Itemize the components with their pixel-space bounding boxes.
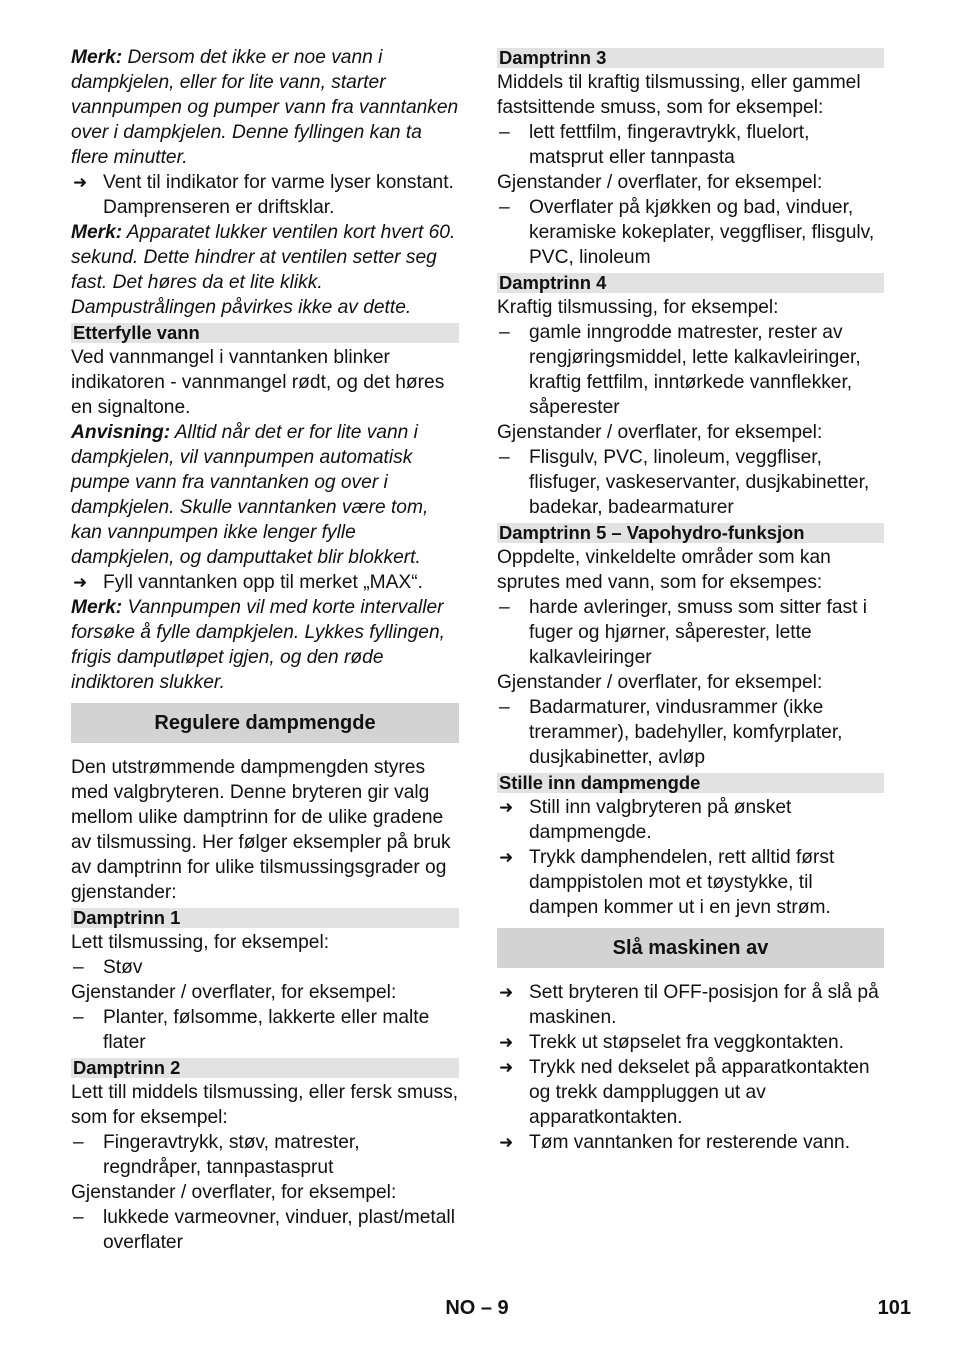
step-switch-off: ➜ Sett bryteren til OFF-posisjon for å slå på maskinen.	[497, 980, 884, 1030]
level-1-objects: Gjenstander / overflater, for eksempel:	[71, 982, 397, 1003]
list-item: – Flisgulv, PVC, linoleum, veggfliser, flisfuger, vaskeservanter, dusjkabinetter, badekar, badearmaturer	[497, 445, 884, 520]
level-2-intro: Lett till middels tilsmussing, eller fersk smuss, som for eksempel:	[71, 1082, 459, 1128]
note-anvisning: Anvisning: Alltid når det er for lite vann i dampkjelen, vil vannpumpen automatisk pumpe vann fra vanntanken og over i dampkjelen. Skulle vanntanken være tom, kan vannpumpen ikke lenger fylle dampkjelen, og damputtaket blir blokkert.	[71, 422, 429, 568]
subheading-set-steam-amount: Stille inn dampmengde	[497, 773, 884, 793]
subheading-steam-level-1: Damptrinn 1	[71, 908, 459, 928]
list-item: – Fingeravtrykk, støv, matrester, regndråper, tannpastasprut	[71, 1130, 459, 1180]
level-5-intro: Oppdelte, vinkeldelte områder som kan sprutes med vann, som for eksempes:	[497, 547, 831, 593]
step-unplug: ➜ Trekk ut støpselet fra veggkontakten.	[497, 1030, 884, 1055]
level-3-intro: Middels til kraftig tilsmussing, eller gammel fastsittende smuss, som for eksempel:	[497, 72, 861, 118]
left-column	[71, 45, 459, 1255]
footer-section-label: NO – 9	[445, 1297, 509, 1319]
level-2-objects: Gjenstander / overflater, for eksempel:	[71, 1182, 397, 1203]
step-wait-indicator: ➜ Vent til indikator for varme lyser konstant.	[71, 170, 459, 195]
subheading-steam-level-5: Damptrinn 5 – Vapohydro-funksjon	[497, 523, 884, 543]
list-item: – Støv	[71, 955, 459, 980]
refill-text: Ved vannmangel i vanntanken blinker indikatoren - vannmangel rødt, og det høres en signaltone.	[71, 347, 445, 418]
level-4-objects: Gjenstander / overflater, for eksempel:	[497, 422, 823, 443]
note-pump-interval: Merk: Vannpumpen vil med korte intervaller forsøke å fylle dampkjelen. Lykkes fyllingen, frigis damputløpet igjen, og den røde indiktoren slukker.	[71, 597, 445, 693]
note-boiler-fill: Merk: Dersom det ikke er noe vann i dampkjelen, eller for lite vann, starter vannpumpen og pumper vann fra vanntanken over i dampkjelen. Denne fyllingen kan ta flere minutter.	[71, 47, 459, 168]
section-heading-regulate-steam: Regulere dampmengde	[71, 703, 459, 743]
list-item: – lett fettfilm, fingeravtrykk, fluelort, matsprut eller tannpasta	[497, 120, 884, 170]
step-remove-steam-plug: ➜ Trykk ned dekselet på apparatkontakten og trekk damppluggen ut av apparatkontakten.	[497, 1055, 884, 1130]
list-item: – Overflater på kjøkken og bad, vinduer, keramiske kokeplater, veggfliser, flisgulv, PVC, linoleum	[497, 195, 884, 270]
level-4-intro: Kraftig tilsmussing, for eksempel:	[497, 297, 779, 318]
step-fill-tank: ➜ Fyll vanntanken opp til merket „MAX“.	[71, 570, 459, 595]
ready-text: Damprenseren er driftsklar.	[103, 197, 335, 218]
subheading-steam-level-3: Damptrinn 3	[497, 48, 884, 68]
list-item: – Planter, følsomme, lakkerte eller malte flater	[71, 1005, 459, 1055]
note-valve: Merk: Apparatet lukker ventilen kort hvert 60. sekund. Dette hindrer at ventilen setter seg fast. Det høres da et lite klikk. Dampustrålingen påvirkes ikke av dette.	[71, 222, 456, 318]
list-item: – gamle inngrodde matrester, rester av rengjøringsmiddel, lette kalkavleiringer, kraftig fettfilm, inntørkede vannflekker, såperester	[497, 320, 884, 420]
step-empty-tank: ➜ Tøm vanntanken for resterende vann.	[497, 1130, 884, 1155]
section-heading-turn-off: Slå maskinen av	[497, 928, 884, 968]
subheading-steam-level-2: Damptrinn 2	[71, 1058, 459, 1078]
list-item: – Badarmaturer, vindusrammer (ikke trerammer), badehyller, komfyrplater, dusjkabinetter, avløp	[497, 695, 884, 770]
subheading-steam-level-4: Damptrinn 4	[497, 273, 884, 293]
regulate-text: Den utstrømmende dampmengden styres med valgbryteren. Denne bryteren gir valg mellom ulike damptrinn for de ulike gradene av tilsmussing. Her følger eksempler på bruk av damptrinn for ulike tilsmussingsgrader og gjenstander:	[71, 757, 451, 903]
level-5-objects: Gjenstander / overflater, for eksempel:	[497, 672, 823, 693]
page-number: 101	[877, 1297, 911, 1319]
step-set-selector: ➜ Still inn valgbryteren på ønsket dampmengde.	[497, 795, 884, 845]
level-3-objects: Gjenstander / overflater, for eksempel:	[497, 172, 823, 193]
level-1-intro: Lett tilsmussing, for eksempel:	[71, 932, 330, 953]
list-item: – harde avleringer, smuss som sitter fast i fuger og hjørner, såperester, lette kalkavleiringer	[497, 595, 884, 670]
right-column	[497, 45, 884, 1155]
step-press-trigger: ➜ Trykk damphendelen, rett alltid først damppistolen mot et tøystykke, til dampen kommer ut i en jevn strøm.	[497, 845, 884, 920]
list-item: – lukkede varmeovner, vinduer, plast/metall overflater	[71, 1205, 459, 1255]
subheading-refill-water: Etterfylle vann	[71, 323, 459, 343]
